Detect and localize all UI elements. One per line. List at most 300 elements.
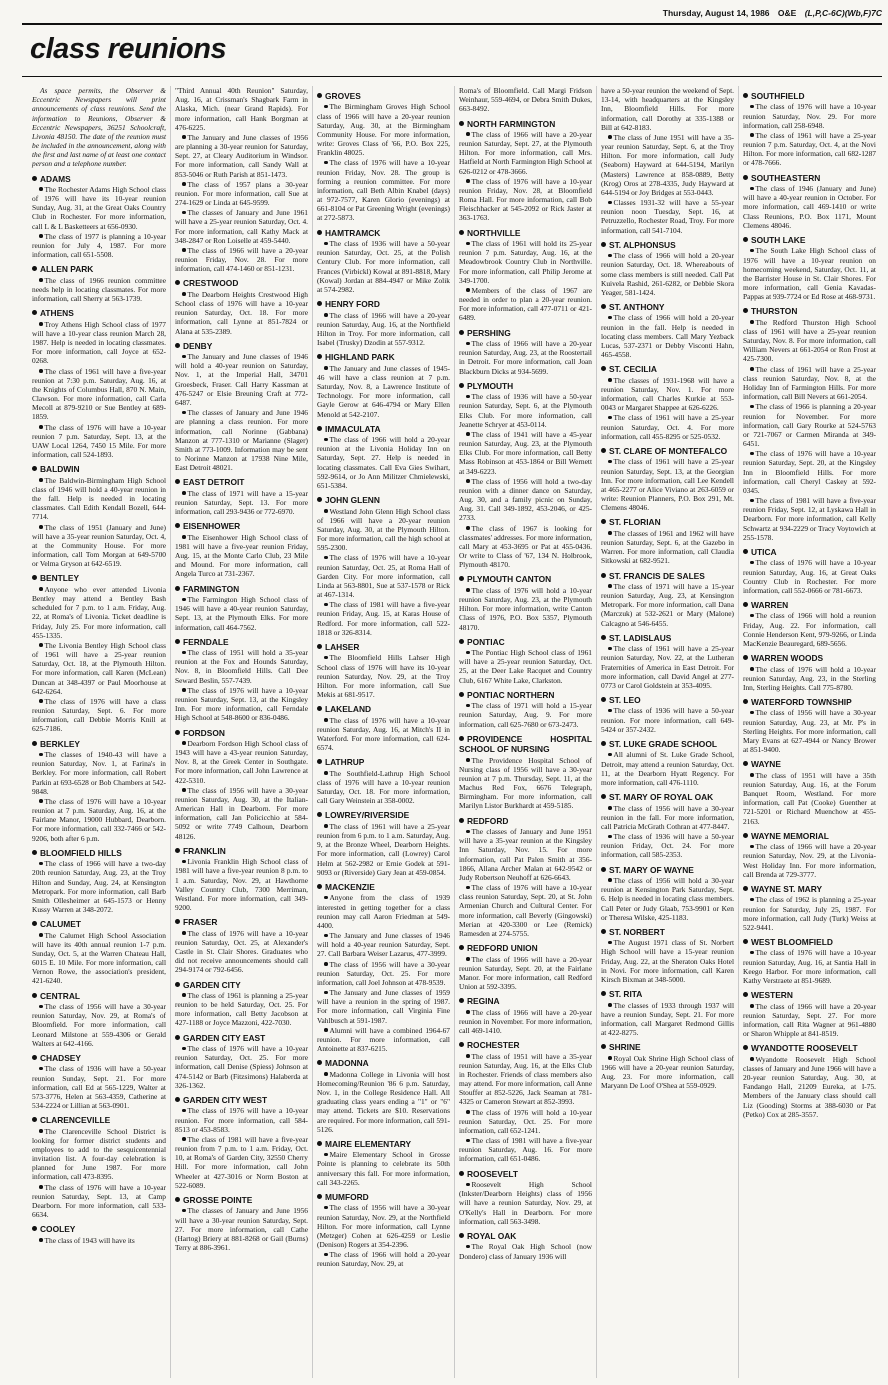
reunion-entry <box>32 573 166 733</box>
reunion-entry <box>175 278 308 335</box>
heading-bullet-icon <box>743 237 748 242</box>
reunion-entry <box>601 792 734 859</box>
paragraph-text: Roma's of Bloomfield. Call Margi Fridson Weinhaur, 559-4694, or Debra Smith Dukes, 663-8492. <box>459 86 592 114</box>
paragraph-bullet-icon <box>324 896 328 900</box>
school-heading <box>175 278 308 288</box>
reunion-paragraph <box>601 582 734 628</box>
school-heading <box>743 697 876 707</box>
paragraph-bullet-icon <box>466 758 470 762</box>
heading-bullet-icon <box>601 697 606 702</box>
paragraph-bullet-icon <box>324 556 328 560</box>
paragraph-bullet-icon <box>324 771 328 775</box>
paragraph-text: The class of 1957 plans a 30-year reunion. For more information, call Sue at 274-1629 or Linda at 645-9599. <box>175 179 308 208</box>
paragraph-text: Troy Athens High School class of 1977 will have a 10-year class reunion March 28, 1987. Help is needed in locating classmates. For more information, call Joyce at 652-0268. <box>32 319 166 366</box>
reunion-entry <box>175 728 308 841</box>
heading-bullet-icon <box>601 573 606 578</box>
heading-bullet-icon <box>317 1060 322 1065</box>
school-name: FRANKLIN <box>183 845 226 856</box>
reunion-paragraph <box>601 876 734 922</box>
heading-bullet-icon <box>601 867 606 872</box>
reunion-paragraph <box>601 706 734 734</box>
heading-bullet-icon <box>459 1233 464 1238</box>
school-name: BLOOMFIELD HILLS <box>40 847 122 858</box>
heading-bullet-icon <box>743 886 748 891</box>
school-name: ROYAL OAK <box>467 1230 517 1241</box>
reunion-entry <box>175 980 308 1028</box>
paragraph-bullet-icon <box>750 561 754 565</box>
paragraph-text: Anyone from the class of 1939 interested in getting together for a class reunion may call Aaron Friedman at 549-4400. <box>317 893 450 930</box>
reunion-entry <box>743 600 876 648</box>
paragraph-text: The class of 1951 will hold a 35-year reunion at the Fox and Hounds Saturday, Nov. 8, in Bloomfield Hills. Call Dee Seward Beslin, 557-7439. <box>175 648 308 685</box>
paragraph-bullet-icon <box>182 688 186 692</box>
school-heading <box>175 637 308 647</box>
school-name: PLYMOUTH <box>467 380 514 391</box>
paragraph-bullet-icon <box>324 313 328 317</box>
reunion-paragraph <box>32 1002 166 1048</box>
reunion-paragraph <box>743 246 876 301</box>
paragraph-text: The class of 1962 is planning a 25-year reunion for Saturday, July 25, 1987. For more information, call Judy (Turk) Weiss at 522-9441. <box>743 895 876 932</box>
school-name: ST. LUKE GRADE SCHOOL <box>609 739 717 749</box>
reunion-entry <box>459 1231 592 1261</box>
paragraph-bullet-icon <box>182 211 186 215</box>
paragraph-bullet-icon <box>750 773 754 777</box>
reunion-paragraph <box>743 184 876 230</box>
paragraph-bullet-icon <box>182 411 186 415</box>
paragraph-bullet-icon <box>39 799 43 803</box>
reunion-entry <box>743 653 876 692</box>
reunion-paragraph <box>459 477 592 523</box>
paragraph-bullet-icon <box>750 898 754 902</box>
school-name: FERNDALE <box>183 636 229 647</box>
paragraph-bullet-icon <box>182 1137 186 1141</box>
reunion-paragraph <box>601 1054 734 1091</box>
reunion-paragraph <box>459 339 592 376</box>
heading-bullet-icon <box>743 699 748 704</box>
paragraph-text: The class of 1966 will have a 20-year reunion Saturday, Nov. 29, at the Livonia-West Holiday Inn. For more information, call Brenda at 729-3777. <box>743 842 876 879</box>
paragraph-text: The Calumet High School Association will have its 40th annual reunion 1-7 p.m. Sunday, Oct. 5, at the Warren Chateau Hall, 6015 E. 10 Mile. For more information, call Vernon Rowe, the association's president, 421-6240. <box>32 930 166 986</box>
reunion-entry <box>175 1095 308 1190</box>
school-name: EISENHOWER <box>183 521 241 532</box>
paragraph-text: The classes of January and June 1951 will have a 35-year reunion at the Kingsley Inn Saturday, Nov. 15. For more information, call Pat Palen Smith at 356-1866, Allana Archer Malan at 642-9542 or Judy Robertson Neuhoff at 626-6643. <box>459 827 592 882</box>
paragraph-text: Westland John Glenn High School class of 1966 will have a 20-year reunion Saturday, Aug. 30, at the Plymouth Hilton. For more information, call the high school at 595-2300. <box>317 506 450 553</box>
paragraph-bullet-icon <box>324 1072 328 1076</box>
paragraph-bullet-icon <box>608 878 612 882</box>
school-name: GARDEN CITY <box>183 979 241 990</box>
paragraph-bullet-icon <box>182 860 186 864</box>
paragraph-bullet-icon <box>324 438 328 442</box>
reunion-paragraph <box>601 832 734 860</box>
paragraph-text: The Providence Hospital School of Nursing class of 1956 will have a 30-year reunion at 7 p.m. Thursday, Sept. 11, at the Machus Red Fox, 6676 Telegraph, Birmingham. For more information, call Marilyn Listor Burkhardt at 459-5185. <box>459 755 592 811</box>
school-heading <box>175 917 308 927</box>
paragraph-text: "Third Annual 40th Reunion" Saturday, Aug. 16, at Crissman's Shagbark Farm in Alaska, Mich. (near Grand Rapids). For more information, call Hank Borgman at 476-6225. <box>175 86 308 132</box>
paragraph-bullet-icon <box>324 105 328 109</box>
school-name: COOLEY <box>40 1224 76 1235</box>
reunion-paragraph <box>175 246 308 274</box>
reunion-entry <box>32 174 166 260</box>
reunion-entry <box>459 734 592 811</box>
school-name: BENTLEY <box>40 573 80 584</box>
school-name: WATERFORD TOWNSHIP <box>751 697 852 708</box>
reunion-paragraph <box>317 1150 450 1187</box>
reunion-entry <box>743 697 876 754</box>
paragraph-text: The classes of January and June 1946 are planning a class reunion. For more information, call Norinne (Gabbana) Manzon at 777-1310 or Marianne (Slager) Smith at 773-1009. Information may be sent to Norinne Manzon at 17938 Nine Mile, East Detroit 48021. <box>175 408 308 473</box>
school-heading <box>743 91 876 101</box>
reunion-paragraph <box>743 948 876 985</box>
paragraph-text: The Royal Oak High School (now Dondero) class of January 1936 will <box>459 1242 592 1261</box>
paragraph-text: The January and June classes of 1959 will have a reunion in the spring of 1987. For more information, call Virginia Fine Vahlbusch at 591-1987. <box>317 988 450 1025</box>
paragraph-bullet-icon <box>466 1183 470 1187</box>
heading-bullet-icon <box>601 519 606 524</box>
paragraph-text: The class of 1966 will hold a 20-year reunion Saturday, Oct. 18. Whereabouts of some class members is still needed. Call Pat Kuivela Rashid, 261-6282, or Debbie Skora Yeager, 581-1424. <box>601 251 734 297</box>
column-2 <box>170 86 312 1378</box>
reunion-paragraph <box>459 286 592 323</box>
school-name: FORDSON <box>183 727 225 738</box>
paragraph-bullet-icon <box>324 934 328 938</box>
paragraph-bullet-icon <box>324 242 328 246</box>
paragraph-text: The class of 1976 will have a 10-year reunion Saturday, Sept. 13, at Camp Dearborn. For more information, call 533-6634. <box>32 1182 166 1220</box>
school-name: JOHN GLENN <box>325 495 380 506</box>
reunion-paragraph <box>175 739 308 785</box>
school-heading <box>175 1195 308 1205</box>
heading-bullet-icon <box>601 1044 606 1049</box>
paragraph-text: The class of 1961 will hold its 25-year reunion 7 p.m. Saturday, Aug. 16, at the Meadowbrook Country Club in Northville. For more information, call Philip Jerome at 349-1700. <box>459 239 592 285</box>
reunion-entry <box>32 739 166 843</box>
paragraph-text: The class of 1936 will have a 50-year reunion. For more information, call 649-5424 or 357-2432. <box>601 706 734 734</box>
reunion-entry <box>175 846 308 912</box>
paragraph-bullet-icon <box>466 704 470 708</box>
reunion-paragraph <box>32 476 166 522</box>
reunion-entry <box>175 1033 308 1090</box>
school-heading <box>601 571 734 581</box>
reunion-entry <box>459 1169 592 1226</box>
reunion-paragraph <box>175 408 308 472</box>
paragraph-text: The class of 1956 will have a 30-year reunion Saturday, Nov. 29, at the Northfield Hilton. For more information, call Lynne (Metzger) Cohen at 626-4259 or Leslie (Denison) Rogers at 354-2396. <box>317 1203 450 1250</box>
paragraph-bullet-icon <box>324 509 328 513</box>
reunion-paragraph <box>175 686 308 723</box>
school-name: ATHENS <box>40 308 74 319</box>
school-name: HENRY FORD <box>325 299 380 310</box>
reunion-paragraph <box>743 102 876 130</box>
reunion-paragraph <box>32 423 166 460</box>
school-heading <box>459 1040 592 1050</box>
paragraph-bullet-icon <box>39 699 43 703</box>
paragraph-text: The January and June classes of 1945-46 will have a class reunion at 7 p.m. Saturday, Nov. 8, a Lawrence Institute of Technology. For more information, call Gayle Gerow at 646-4794 or Mary Ellen Menold at 542-2107. <box>317 363 450 419</box>
reunion-paragraph <box>743 558 876 595</box>
reunion-entry <box>459 690 592 729</box>
school-name: PONTIAC <box>467 636 505 647</box>
paragraph-bullet-icon <box>466 957 470 961</box>
school-heading <box>32 174 166 184</box>
heading-bullet-icon <box>459 230 464 235</box>
school-heading <box>459 381 592 391</box>
school-heading <box>32 1053 166 1063</box>
school-heading <box>601 364 734 374</box>
reunion-entry <box>317 228 450 294</box>
reunion-entry <box>601 1042 734 1090</box>
heading-bullet-icon <box>317 426 322 431</box>
reunion-entry <box>175 521 308 578</box>
paragraph-bullet-icon <box>182 292 186 296</box>
reunion-entry <box>32 848 166 914</box>
paragraph-bullet-icon <box>39 478 43 482</box>
reunion-entry <box>32 264 166 303</box>
paragraph-text: The class of 1976 will have a 10-year reunion Friday, Nov. 28. The group is forming a reunion committee. For more information, call Beth Albin Knabel (days) at 972-7577, Karen Glorio (evenings) at 661-8104 or Pat Greening Wright (evenings) at 272-5873. <box>317 158 450 223</box>
paragraph-text: The class of 1956 will have a 30-year reunion Saturday, Aug. 23, at Mr. P's in Sterling Heights. For more information, call Mary Evans at 627-4944 or Nancy Brower at 851-9400. <box>743 708 876 755</box>
heading-bullet-icon <box>601 304 606 309</box>
school-heading <box>601 1042 734 1052</box>
reunion-entry <box>601 240 734 297</box>
reunion-paragraph <box>743 131 876 168</box>
reunion-paragraph <box>175 595 308 632</box>
heading-bullet-icon <box>317 301 322 306</box>
school-name: REGINA <box>467 996 500 1007</box>
heading-bullet-icon <box>459 818 464 823</box>
school-name: SOUTHEASTERN <box>751 172 821 183</box>
paragraph-bullet-icon <box>608 1056 612 1060</box>
heading-bullet-icon <box>601 242 606 247</box>
reunion-paragraph <box>601 938 734 984</box>
school-name: NORTH FARMINGTON <box>467 118 556 129</box>
reunion-paragraph <box>459 586 592 632</box>
reunion-entry <box>743 759 876 825</box>
school-name: SOUTHFIELD <box>751 91 805 101</box>
reunion-entry <box>317 810 450 876</box>
heading-bullet-icon <box>317 1141 322 1146</box>
school-name: WARREN <box>751 600 789 611</box>
reunion-paragraph <box>317 158 450 222</box>
reunion-paragraph <box>32 367 166 422</box>
heading-bullet-icon <box>743 655 748 660</box>
reunion-entry <box>175 1195 308 1252</box>
paragraph-text: The class of 1971 will have a 15-year reunion Saturday, Sept. 13. For more information, call 293-9436 or 772-6970. <box>175 488 308 517</box>
school-name: WAYNE MEMORIAL <box>751 830 829 841</box>
reunion-paragraph <box>743 318 876 364</box>
paragraph-bullet-icon <box>466 242 470 246</box>
reunion-entry <box>459 86 592 114</box>
paragraph-bullet-icon <box>750 845 754 849</box>
heading-bullet-icon <box>175 919 180 924</box>
paragraph-text: The class of 1943 will have its <box>44 1235 135 1245</box>
paragraph-text: Members of the class of 1967 are needed in order to plan a 20-year reunion. For more information, call 477-0711 or 421-6489. <box>459 285 592 323</box>
reunion-paragraph <box>175 133 308 179</box>
heading-bullet-icon <box>743 992 748 997</box>
school-heading <box>317 642 450 652</box>
paragraph-text: The class of 1976 will have a 10-year reunion Saturday, Oct. 25, at Roma Hall of Garden City. For more information, call Linda at 563-8801, Sue at 537-1578 or Rick at 467-1314. <box>317 553 450 600</box>
paragraph-bullet-icon <box>182 182 186 186</box>
paragraph-bullet-icon <box>750 367 754 371</box>
reunion-entry <box>743 831 876 879</box>
school-name: CENTRAL <box>40 990 81 1001</box>
heading-bullet-icon <box>459 945 464 950</box>
paragraph-text: Alumni will have a combined 1964-67 reunion. For more information, call Antoinette at 837-6215. <box>317 1025 450 1054</box>
reunion-paragraph <box>601 376 734 413</box>
school-name: ST. CLARE OF MONTEFALCO <box>609 445 728 456</box>
reunion-entry <box>175 477 308 516</box>
reunion-paragraph <box>317 507 450 553</box>
heading-bullet-icon <box>459 330 464 335</box>
reunion-paragraph <box>743 771 876 826</box>
paragraph-text: Livonia Franklin High School class of 1981 will have a five-year reunion 8 p.m. to 1 a.m. Saturday, Nov. 29, at Hawthorne Valley Country Club, 7300 Merriman, Westland. For more information, call 349-9200. <box>175 857 308 913</box>
paragraph-bullet-icon <box>608 254 612 258</box>
reunion-paragraph <box>743 496 876 542</box>
school-heading <box>743 653 876 663</box>
school-name: DENBY <box>183 340 213 351</box>
school-heading <box>317 299 450 309</box>
paragraph-bullet-icon <box>608 941 612 945</box>
school-name: UTICA <box>751 546 777 557</box>
heading-bullet-icon <box>601 366 606 371</box>
paragraph-text: The South Lake High School class of 1976 will have a 10-year reunion on homecoming weekend, Saturday, Oct. 11, at the Barrister House in St. Clair Shores. For more information, call Genia Kavadas-Pappas at 939-7724 or Ed Rose at 468-9731. <box>743 246 876 302</box>
school-name: ROCHESTER <box>467 1040 520 1051</box>
heading-bullet-icon <box>32 575 37 580</box>
paragraph-bullet-icon <box>750 1004 754 1008</box>
paragraph-bullet-icon <box>608 135 612 139</box>
paragraph-text: The class of 1966 will have a 20-year reunion Saturday, Sept. 27. For more information, call Rita Wagner at 961-4880 or Sharon Whipple at 841-8519. <box>743 1001 876 1039</box>
running-header <box>595 8 882 18</box>
paragraph-text: The class of 1966 will have a 20-year reunion Saturday, Sept. 27, at the Plymouth Hilton. For more information, call Mrs. Hatfield at North Farmington High School at 626-0212 or 478-3666. <box>459 129 593 176</box>
reunion-paragraph <box>601 457 734 512</box>
paragraph-text: The Clarenceville School District is looking for former district students and employees to add to the sesquicentennial invitation list. A four-day celebration is planned for June 1987. For more information, call 473-8395. <box>32 1126 166 1182</box>
reunion-paragraph <box>175 1044 308 1090</box>
reunion-paragraph <box>175 1135 308 1190</box>
school-name: ST. LADISLAUS <box>609 632 672 643</box>
paragraph-bullet-icon <box>39 234 43 238</box>
paragraph-text: The Dearborn Heights Crestwood High School class of 1976 will have a 10-year reunion Saturday, Oct. 18. For more information, call Lynne at 851-7824 or Alana at 535-2389. <box>175 289 308 336</box>
heading-bullet-icon <box>317 759 322 764</box>
school-heading <box>459 574 592 584</box>
school-heading <box>459 690 592 700</box>
school-name: LAHSER <box>325 641 360 652</box>
reunion-paragraph <box>459 1136 592 1164</box>
school-name: ST. MARY OF ROYAL OAK <box>609 792 714 803</box>
paragraph-text: All alumni of St. Luke Grade School, Detroit, may attend a reunion Saturday, Oct. 11, at the Dearborn Hyatt Regency. For more information, call 476-1110. <box>601 750 734 787</box>
heading-bullet-icon <box>601 794 606 799</box>
school-name: ST. ANTHONY <box>609 302 665 313</box>
reunion-entry <box>743 884 876 932</box>
reunion-paragraph <box>32 585 166 640</box>
paragraph-bullet-icon <box>324 1206 328 1210</box>
paragraph-text: The class of 1981 will have a five-year reunion Saturday, Aug. 16. For more information, call 651-0486. <box>459 1136 592 1164</box>
reunion-entry <box>317 642 450 699</box>
paragraph-bullet-icon <box>39 933 43 937</box>
heading-bullet-icon <box>459 1042 464 1047</box>
paragraph-text: The class of 1971 will have a 15-year reunion Saturday, Aug. 23, at Kensington Metropark. For more information, call Dana (Marczuk) at 532-2621 or Mary (Malone) Calcagno at 546-6455. <box>601 581 734 628</box>
reunion-paragraph <box>459 239 592 285</box>
paragraph-bullet-icon <box>39 587 43 591</box>
reunion-paragraph <box>459 86 592 114</box>
reunion-paragraph <box>459 1242 592 1260</box>
paragraph-bullet-icon <box>182 931 186 935</box>
heading-bullet-icon <box>743 93 748 98</box>
paragraph-text: The classes of 1961 and 1962 will have reunion Saturday, Sept. 6, at the Gazebo in Warren. For more information, call Claudia Sitkowski at 682-9521. <box>601 528 734 566</box>
school-heading <box>317 704 450 714</box>
school-name: FRASER <box>183 917 218 928</box>
school-name: THURSTON <box>751 306 798 317</box>
reunion-paragraph <box>175 290 308 336</box>
paragraph-text: Madonna College in Livonia will host Homecoming/Reunion '86 6 p.m. Saturday, Nov. 1, in the College Residence Hall. All graduating class years ending a "1" or "6" may attend. Tickets are $10. Reservations are required. For more information, call 591-5126. <box>317 1069 450 1134</box>
reunion-paragraph <box>743 895 876 932</box>
school-heading <box>175 846 308 856</box>
column-6 <box>738 86 880 1378</box>
paragraph-bullet-icon <box>324 603 328 607</box>
heading-bullet-icon <box>175 280 180 285</box>
reunion-entry <box>743 235 876 301</box>
reunion-paragraph <box>601 644 734 690</box>
heading-bullet-icon <box>459 576 464 581</box>
heading-bullet-icon <box>175 730 180 735</box>
reunion-paragraph <box>32 859 166 914</box>
reunion-entry <box>459 119 592 223</box>
paragraph-text: The class of 1951 will have a 35th reunion Saturday, Aug. 16, at the Forum Banquet Room, Westland. For more information, call Pat (Cooke) Guenther at 721-5201 or Richard Muenchow at 455-2163. <box>743 770 876 826</box>
article-columns <box>28 86 880 1378</box>
paragraph-text: The class of 1976 will have a 10-year reunion Saturday, Aug. 16, at Mitch's II in Waterford. For more information, call 624-6574. <box>317 715 450 753</box>
school-heading <box>459 1231 592 1241</box>
heading-bullet-icon <box>175 982 180 987</box>
paragraph-text: The class of 1951 will have a 35-year reunion Saturday, Aug. 16, at the Elks Club in Rochester. Friends of class members also may attend. For more information, call Anne Stouffer at 852-5226, Jack Seaman at 781-4325 or Cameron Stewart at 852-3993. <box>459 1051 592 1107</box>
reunion-entry <box>601 739 734 787</box>
reunion-paragraph <box>317 893 450 930</box>
paragraph-bullet-icon <box>466 1245 470 1249</box>
paragraph-bullet-icon <box>466 132 470 136</box>
paragraph-text: Classes 1931-32 will have a 55-year reunion noon Tuesday, Sept. 16, at Petruzzello, Rochester Road, Troy. For more information, call 541-7104. <box>601 198 734 235</box>
paragraph-bullet-icon <box>182 491 186 495</box>
reunion-entry <box>32 991 166 1048</box>
school-name: SOUTH LAKE <box>751 234 806 245</box>
paragraph-bullet-icon <box>39 278 43 282</box>
reunion-paragraph <box>317 1250 450 1268</box>
paragraph-text: The class of 1966 will have a 20-year reunion Saturday, Aug. 23, at the Roostertail in Detroit. For more information, call Joan Blackburn Dicks at 934-5699. <box>459 339 592 376</box>
school-name: PONTIAC NORTHERN <box>467 689 555 700</box>
paragraph-text: The class of 1936 will have a 50-year reunion Saturday, Sept. 6, at the Plymouth Elks Club. For more information, call Jeanette Schryer at 453-0114. <box>459 392 592 429</box>
reunion-entry <box>743 91 876 168</box>
reunion-paragraph <box>32 523 166 569</box>
paragraph-bullet-icon <box>608 416 612 420</box>
reunion-paragraph <box>175 208 308 245</box>
reunion-entry <box>601 695 734 734</box>
heading-bullet-icon <box>601 929 606 934</box>
reunion-paragraph <box>601 313 734 359</box>
school-heading <box>459 816 592 826</box>
school-heading <box>32 991 166 1001</box>
school-name: ROOSEVELT <box>467 1168 519 1179</box>
reunion-entry <box>32 1224 166 1245</box>
heading-bullet-icon <box>743 175 748 180</box>
paragraph-bullet-icon <box>466 651 470 655</box>
heading-bullet-icon <box>743 761 748 766</box>
heading-bullet-icon <box>32 993 37 998</box>
reunion-entry <box>317 91 450 223</box>
school-name: PROVIDENCE HOSPITAL SCHOOL OF NURSING <box>459 733 592 755</box>
reunion-entry <box>317 299 450 347</box>
school-heading <box>601 633 734 643</box>
school-heading <box>601 517 734 527</box>
reunion-paragraph <box>32 750 166 796</box>
heading-bullet-icon <box>317 230 322 235</box>
school-heading <box>32 308 166 318</box>
reunion-entry <box>601 86 734 235</box>
reunion-paragraph <box>459 827 592 882</box>
heading-bullet-icon <box>317 354 322 359</box>
reunion-entry <box>32 464 166 568</box>
paragraph-bullet-icon <box>182 741 186 745</box>
school-heading <box>459 637 592 647</box>
reunion-entry <box>601 989 734 1037</box>
reunion-entry <box>459 1040 592 1163</box>
heading-bullet-icon <box>32 310 37 315</box>
paragraph-bullet-icon <box>750 320 754 324</box>
reunion-paragraph <box>317 960 450 988</box>
reunion-paragraph <box>175 857 308 912</box>
